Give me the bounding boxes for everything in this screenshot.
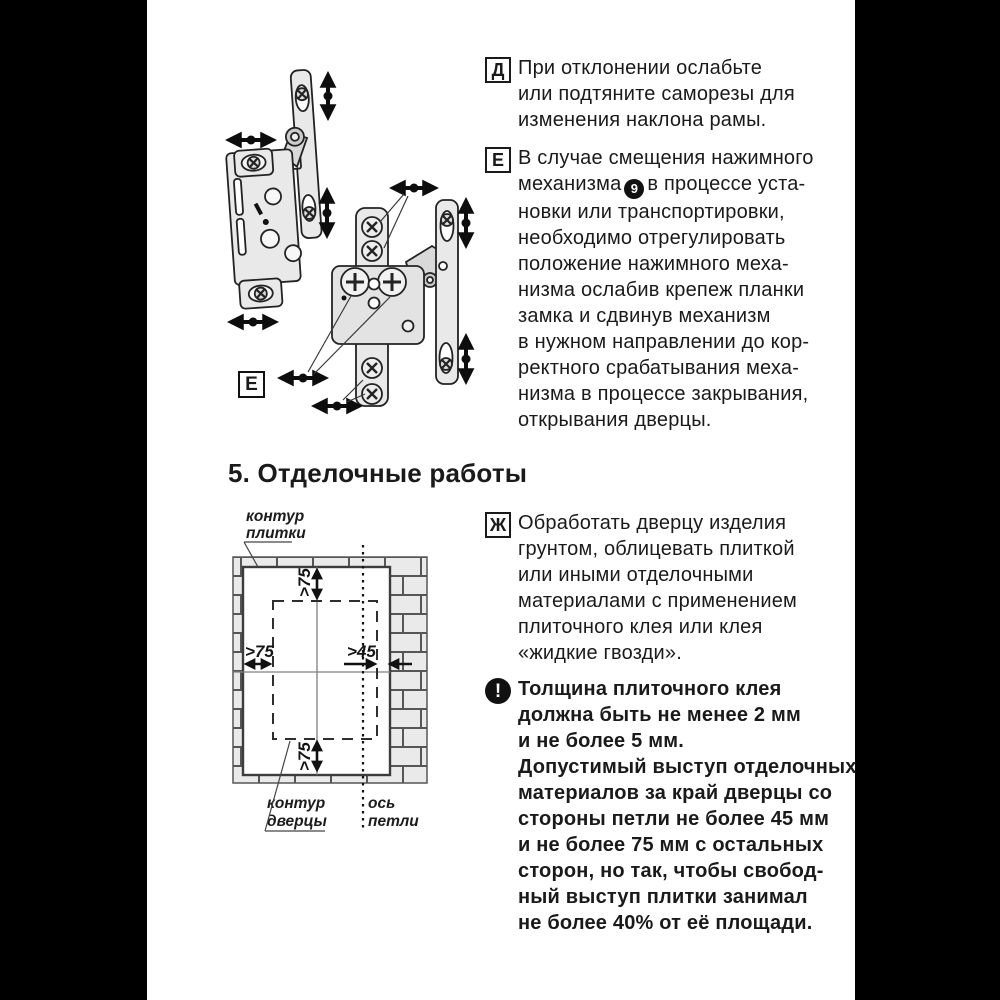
tile-contour-label-1: контур: [246, 508, 305, 525]
text-line: ный выступ плитки занимал: [518, 886, 808, 908]
text-line: изменения наклона рамы.: [518, 109, 767, 131]
part-9-badge: [624, 179, 644, 199]
hinge-axis-label-2: петли: [368, 813, 419, 830]
text-line: низма в процессе закрывания,: [518, 383, 809, 405]
left-black-bar: [0, 0, 147, 1000]
text-line: Допустимый выступ отделочных: [518, 756, 857, 778]
text-line: или иными отделочными: [518, 564, 754, 586]
text-line: При отклонении ослабьте: [518, 57, 763, 79]
tile-contour-label-2: плитки: [246, 525, 306, 542]
text-line: и не более 5 мм.: [518, 730, 684, 752]
step-e-box: Е: [485, 147, 511, 173]
text-line-with-badge: [518, 171, 857, 199]
instruction-section-d: [485, 55, 857, 133]
text-line: Толщина плиточного клея: [518, 678, 782, 700]
text-line: открывания дверцы.: [518, 409, 712, 431]
text-line: стороны петли не более 45 мм: [518, 808, 830, 830]
text-line: «жидкие гвозди».: [518, 642, 682, 664]
text-line: В случае смещения нажимного: [518, 147, 814, 169]
warning-section: [485, 676, 857, 936]
instruction-section-e: [485, 145, 857, 433]
text-line: или подтяните саморезы для: [518, 83, 795, 105]
tile-layout-diagram: [200, 505, 480, 845]
exclamation-icon: !: [485, 678, 511, 704]
step-zh-box: Ж: [485, 512, 511, 538]
text-segment: механизма: [518, 173, 622, 195]
badge-number: 9: [630, 181, 639, 196]
text-line: необходимо отрегулировать: [518, 227, 786, 249]
right-black-bar: [855, 0, 1000, 1000]
text-line: ректного срабатывания меха-: [518, 357, 800, 379]
text-line: материалов за край дверцы со: [518, 782, 833, 804]
door-contour-label-2: дверцы: [267, 813, 327, 830]
hinge-adjustment-diagram: [150, 50, 490, 450]
text-line: не более 40% от её площади.: [518, 912, 813, 934]
text-segment: в процессе уста-: [647, 173, 806, 195]
section-heading: 5. Отделочные работы: [228, 458, 528, 488]
text-line: материалами с применением: [518, 590, 797, 612]
step-d-box: Д: [485, 57, 511, 83]
hinge-1: [220, 70, 326, 310]
hinge-axis-label-1: ось: [368, 795, 396, 812]
diagram-step-e-label: Е: [238, 371, 265, 398]
text-line: замка и сдвинув механизм: [518, 305, 771, 327]
text-line: новки или транспортировки,: [518, 201, 785, 223]
text-line: грунтом, облицевать плиткой: [518, 538, 795, 560]
text-line: и не более 75 мм с остальных: [518, 834, 824, 856]
text-line: плиточного клея или клея: [518, 616, 763, 638]
text-line: в нужном направлении до кор-: [518, 331, 810, 353]
text-line: низма ослабив крепеж планки: [518, 279, 805, 301]
dim-right-label: >45: [347, 642, 376, 661]
hinge-2: [332, 200, 458, 406]
text-line: Обработать дверцу изделия: [518, 512, 787, 534]
dim-left-label: >75: [245, 642, 274, 661]
text-line: сторон, но так, чтобы свобод-: [518, 860, 824, 882]
dim-top-label: >75: [295, 568, 314, 597]
dim-bottom-label: >75: [295, 742, 314, 771]
text-line: положение нажимного меха-: [518, 253, 789, 275]
instruction-section-zh: [485, 510, 857, 666]
door-contour-label-1: контур: [267, 795, 326, 812]
text-line: должна быть не менее 2 мм: [518, 704, 801, 726]
